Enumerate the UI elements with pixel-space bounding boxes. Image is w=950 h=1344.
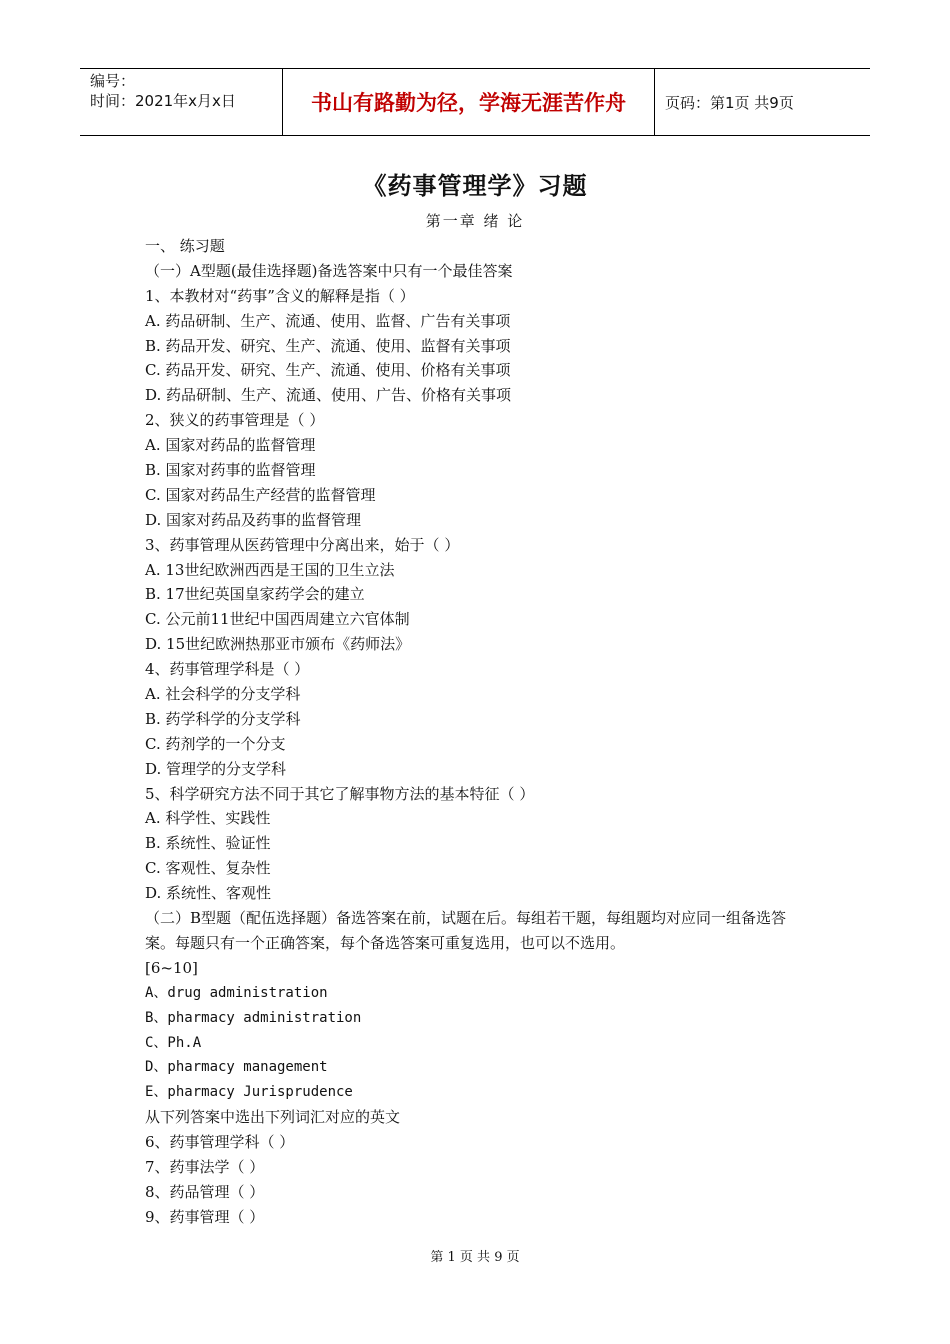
text-line: D. 管理学的分支学科 xyxy=(145,759,287,778)
text-line: 一、 练习题 xyxy=(145,237,225,255)
header-meta xyxy=(80,69,282,135)
text-line: 7、药事法学（ ） xyxy=(145,1157,265,1176)
text-line: D. 系统性、客观性 xyxy=(145,884,272,903)
text-line: （一）A型题(最佳选择题)备选答案中只有一个最佳答案 xyxy=(145,261,513,280)
option-line: A、drug administration xyxy=(145,984,328,1001)
text-line: B. 国家对药事的监督管理 xyxy=(145,461,316,480)
doc-number-label: 编号： xyxy=(90,72,136,90)
text-line: 3、药事管理从医药管理中分离出来，始于（ ） xyxy=(145,535,460,554)
text-line: 1、本教材对“药事”含义的解释是指（ ） xyxy=(145,286,415,305)
text-line: D. 15世纪欧洲热那亚市颁布《药师法》 xyxy=(145,635,411,654)
text-line: 从下列答案中选出下列词汇对应的英文 xyxy=(145,1108,401,1127)
text-line: C. 公元前11世纪中国西周建立六官体制 xyxy=(145,610,410,629)
text-line: D. 药品研制、生产、流通、使用、广告、价格有关事项 xyxy=(145,386,512,405)
text-line: A. 社会科学的分支学科 xyxy=(145,685,301,704)
text-line: C. 国家对药品生产经营的监督管理 xyxy=(145,485,376,504)
page-header xyxy=(80,68,870,136)
header-motto: 书山有路勤为径，学海无涯苦作舟 xyxy=(282,69,655,135)
text-line: B. 药品开发、研究、生产、流通、使用、监督有关事项 xyxy=(145,336,511,355)
text-line: [6~10] xyxy=(145,958,198,977)
header-page-number: 页码：第1页 共9页 xyxy=(665,93,794,112)
text-line: B. 17世纪英国皇家药学会的建立 xyxy=(145,585,365,604)
text-line: 8、药品管理（ ） xyxy=(145,1182,265,1201)
option-line: E、pharmacy Jurisprudence xyxy=(145,1084,353,1101)
option-line: D、pharmacy management xyxy=(145,1059,328,1076)
text-line: C. 客观性、复杂性 xyxy=(145,859,271,878)
text-line: B. 系统性、验证性 xyxy=(145,834,271,853)
text-line: A. 药品研制、生产、流通、使用、监督、广告有关事项 xyxy=(145,311,511,330)
text-line: 6、药事管理学科（ ） xyxy=(145,1133,295,1152)
text-line: 9、药事管理（ ） xyxy=(145,1207,265,1226)
text-line: A. 13世纪欧洲西西是王国的卫生立法 xyxy=(145,560,395,579)
option-line: C、Ph.A xyxy=(145,1034,202,1051)
text-line: 5、科学研究方法不同于其它了解事物方法的基本特征（ ） xyxy=(145,784,535,803)
page-footer: 第 1 页 共 9 页 xyxy=(430,1250,520,1265)
document-body xyxy=(145,234,815,1230)
text-line: B. 药学科学的分支学科 xyxy=(145,709,301,728)
text-line: 2、狭义的药事管理是（ ） xyxy=(145,411,325,430)
text-line: A. 科学性、实践性 xyxy=(145,809,271,828)
document-title: 《药事管理学》习题 xyxy=(362,172,588,200)
chapter-heading: 第一章 绪 论 xyxy=(425,212,525,230)
option-line: B、pharmacy administration xyxy=(145,1009,362,1026)
text-line: C. 药品开发、研究、生产、流通、使用、价格有关事项 xyxy=(145,361,511,380)
b-type-instructions: （二）B型题（配伍选择题）备选答案在前，试题在后。每组若干题，每组题均对应同一组备选答案。每题只有一个正确答案，每个备选答案可重复选用，也可以不选用。 xyxy=(145,909,787,952)
text-line: A. 国家对药品的监督管理 xyxy=(145,436,316,455)
text-line: D. 国家对药品及药事的监督管理 xyxy=(145,510,362,529)
text-line: C. 药剂学的一个分支 xyxy=(145,734,286,753)
text-line: 4、药事管理学科是（ ） xyxy=(145,660,310,679)
doc-date-label: 时间：2021年x月x日 xyxy=(90,92,236,110)
